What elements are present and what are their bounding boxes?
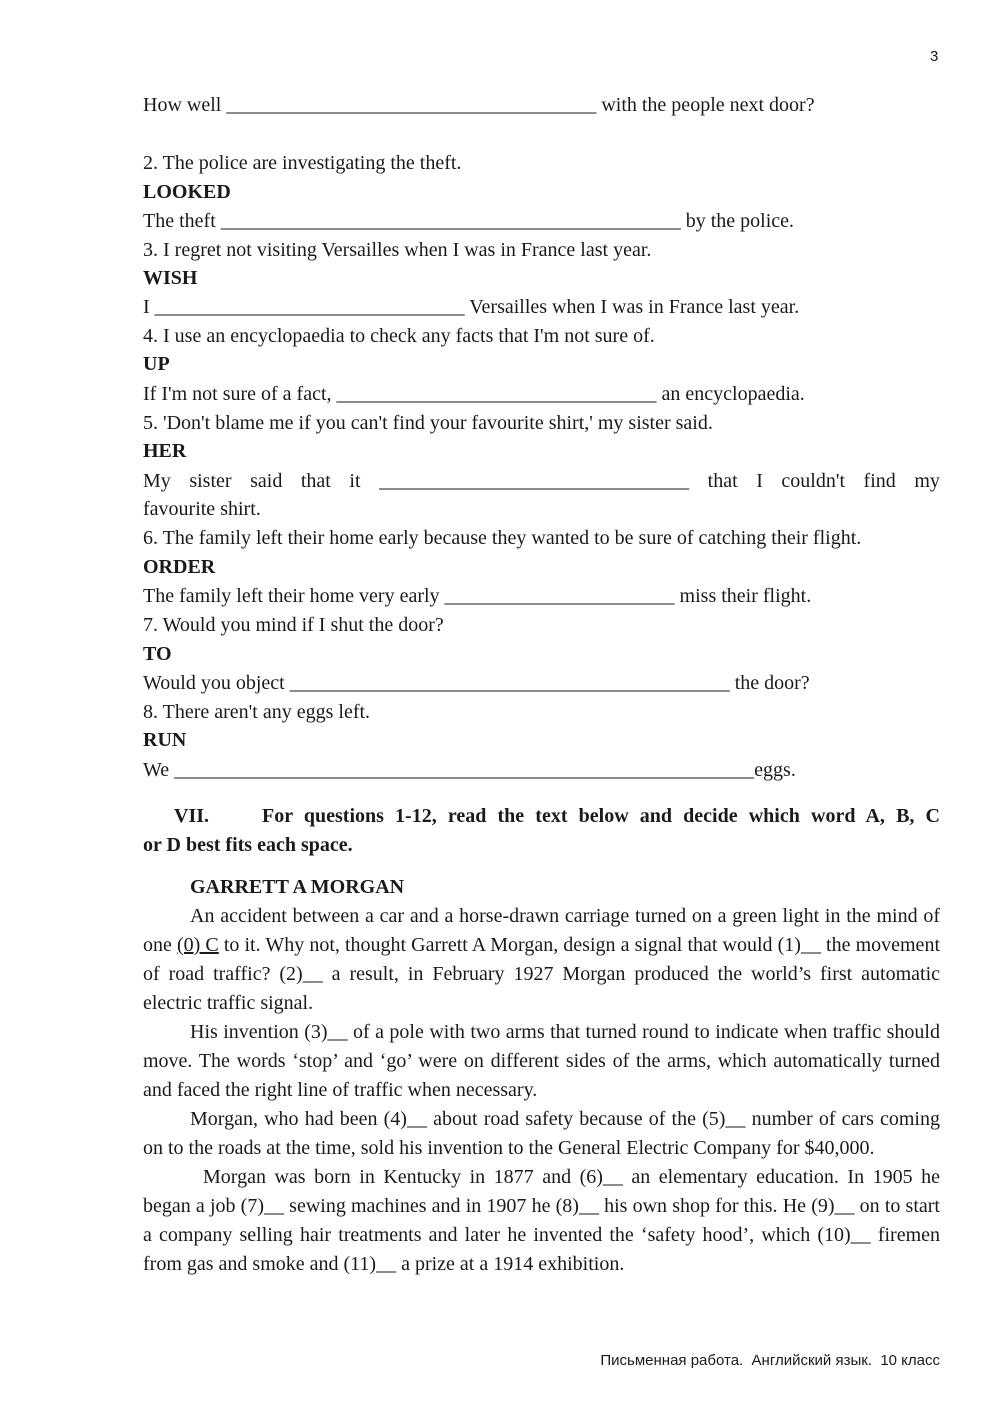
answer-line-5-cont: favourite shirt.: [143, 498, 261, 520]
example-answer: (0) C: [176, 934, 219, 956]
answer-line-4: If I'm not sure of a fact, ________________________________ an encyclopaedia.: [143, 383, 805, 405]
question-2: 2. The police are investigating the theft.: [143, 152, 462, 174]
article-body: [143, 902, 940, 1279]
question-4: 4. I use an encyclopaedia to check any facts that I'm not sure of.: [143, 325, 655, 347]
question-6: 6. The family left their home early because they wanted to be sure of catching their flight.: [143, 527, 862, 549]
answer-line-3: I _______________________________ Versailles when I was in France last year.: [143, 296, 800, 318]
task-instruction-line-1: For questions 1-12, read the text below and decide which word A, B, C: [262, 805, 940, 827]
question-8: 8. There aren't any eggs left.: [143, 701, 371, 723]
word: find: [863, 470, 896, 492]
paragraph-3: Morgan, who had been (4)__ about road safety because of the (5)__ number of cars coming on to the roads at the time, sold his invention to the General Electric Company for $40,000.: [143, 1108, 940, 1159]
word: sister: [189, 470, 232, 492]
answer-line-5: [143, 467, 940, 496]
paragraph-2: His invention (3)__ of a pole with two arms that turned round to indicate when traffic should move. The words ‘stop’ and ‘go’ were on different sides of the arms, which automatically turned and faced the right line of traffic when necessary.: [143, 1021, 940, 1101]
answer-line-1: How well _____________________________________ with the people next door?: [143, 94, 815, 116]
task-instruction-line-2: or D best fits each space.: [143, 834, 353, 856]
page-number: 3: [930, 48, 939, 65]
word: My: [143, 470, 171, 492]
question-7: 7. Would you mind if I shut the door?: [143, 614, 444, 636]
word: it: [349, 470, 361, 492]
paragraph-4: Morgan was born in Kentucky in 1877 and (6)__ an elementary education. In 1905 he began a job (7)__ sewing machines and in 1907 he (8)__ his own shop for this. He (9)__ on to start a company selling hair treatments and later he invented the ‘safety hood’, which (10)__ firemen from gas and smoke and (11)__ a prize at a 1914 exhibition.: [143, 1166, 940, 1275]
word: I: [756, 470, 763, 492]
article-title: GARRETT A MORGAN: [190, 876, 405, 898]
keyword-her: HER: [143, 440, 187, 462]
answer-line-6: The family left their home very early _______________________ miss their flight.: [143, 585, 812, 607]
keyword-run: RUN: [143, 729, 187, 751]
task-7-instruction: [174, 802, 940, 831]
keyword-up: UP: [143, 353, 170, 375]
answer-line-7: Would you object ____________________________________________ the door?: [143, 672, 810, 694]
keyword-looked: LOOKED: [143, 181, 231, 203]
question-5: 5. 'Don't blame me if you can't find your favourite shirt,' my sister said.: [143, 412, 713, 434]
task-number: VII.: [174, 805, 210, 827]
word: that: [707, 470, 738, 492]
answer-line-8: We __________________________________________________________eggs.: [143, 759, 796, 781]
word: couldn't: [781, 470, 845, 492]
keyword-to: TO: [143, 643, 172, 665]
word: that: [300, 470, 331, 492]
keyword-order: ORDER: [143, 556, 216, 578]
page-footer: Письменная работа. Английский язык. 10 класс: [600, 1352, 940, 1369]
word: my: [914, 470, 940, 492]
keyword-wish: WISH: [143, 267, 198, 289]
word: said: [250, 470, 283, 492]
answer-line-2: The theft ______________________________________________ by the police.: [143, 210, 795, 232]
question-3: 3. I regret not visiting Versailles when I was in France last year.: [143, 239, 652, 261]
paragraph-1: An accident between a car and a horse-drawn carriage turned on a green light in the mind of one (0) C to it. Why not, thought Garrett A Morgan, design a signal that would (1)__ the movement of road traffic? (2)__ a result, in February 1927 Morgan produced the world’s first automatic electric traffic signal.: [143, 905, 940, 1014]
answer-blank: _______________________________: [379, 470, 690, 492]
